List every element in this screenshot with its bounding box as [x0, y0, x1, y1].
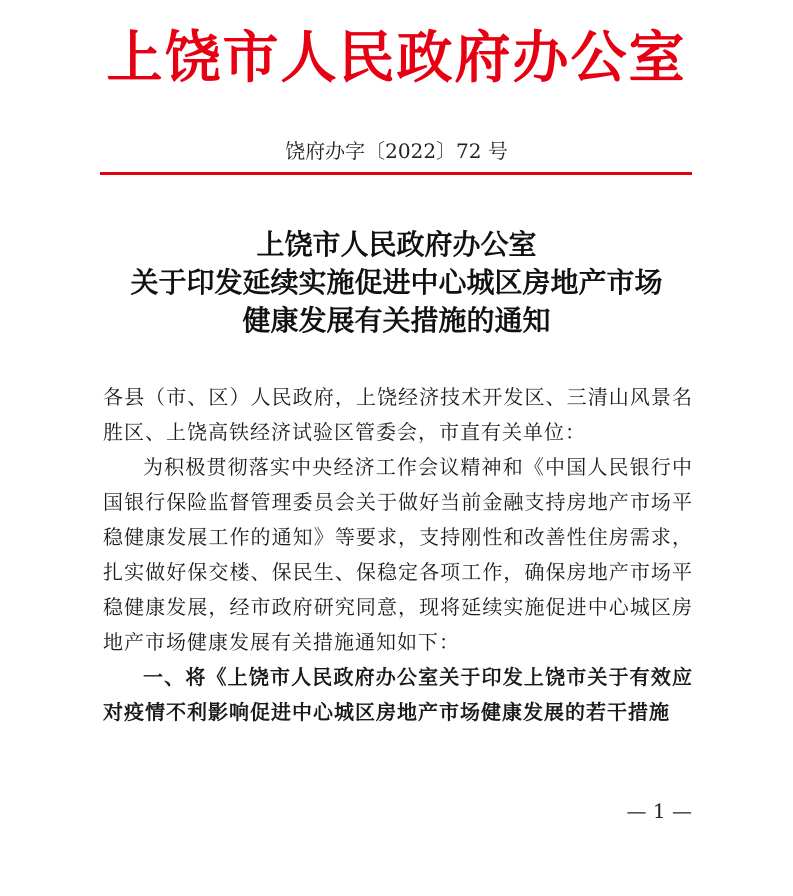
intro-paragraph: 为积极贯彻落实中央经济工作会议精神和《中国人民银行中国银行保险监督管理委员会关于做好当前金融支持房地产市场平稳健康发展工作的通知》等要求，支持刚性和改善性住房需求，扎实做好保交楼、保民生、保稳定各项工作，确保房地产市场平稳健康发展，经市政府研究同意，现将延续实施促进中心城区房地产市场健康发展有关措施通知如下： [103, 455, 693, 654]
document-body [103, 380, 693, 730]
recipients-paragraph: 各县（市、区）人民政府，上饶经济技术开发区、三清山风景名胜区、上饶高铁经济试验区管委会，市直有关单位： [103, 385, 693, 444]
document-number: 饶府办字〔2022〕72 号 [285, 139, 508, 163]
red-divider-line [100, 172, 692, 175]
issuing-organization-header: 上饶市人民政府办公室 [106, 25, 687, 91]
title-line-3: 健康发展有关措施的通知 [242, 304, 551, 337]
title-line-1: 上饶市人民政府办公室 [256, 228, 537, 261]
item-one-paragraph: 一、将《上饶市人民政府办公室关于印发上饶市关于有效应对疫情不利影响促进中心城区房地产市场健康发展的若干措施 [103, 665, 693, 724]
page-number: — 1 — [626, 799, 692, 823]
title-line-2: 关于印发延续实施促进中心城区房地产市场 [130, 266, 663, 299]
document-title [0, 226, 793, 340]
